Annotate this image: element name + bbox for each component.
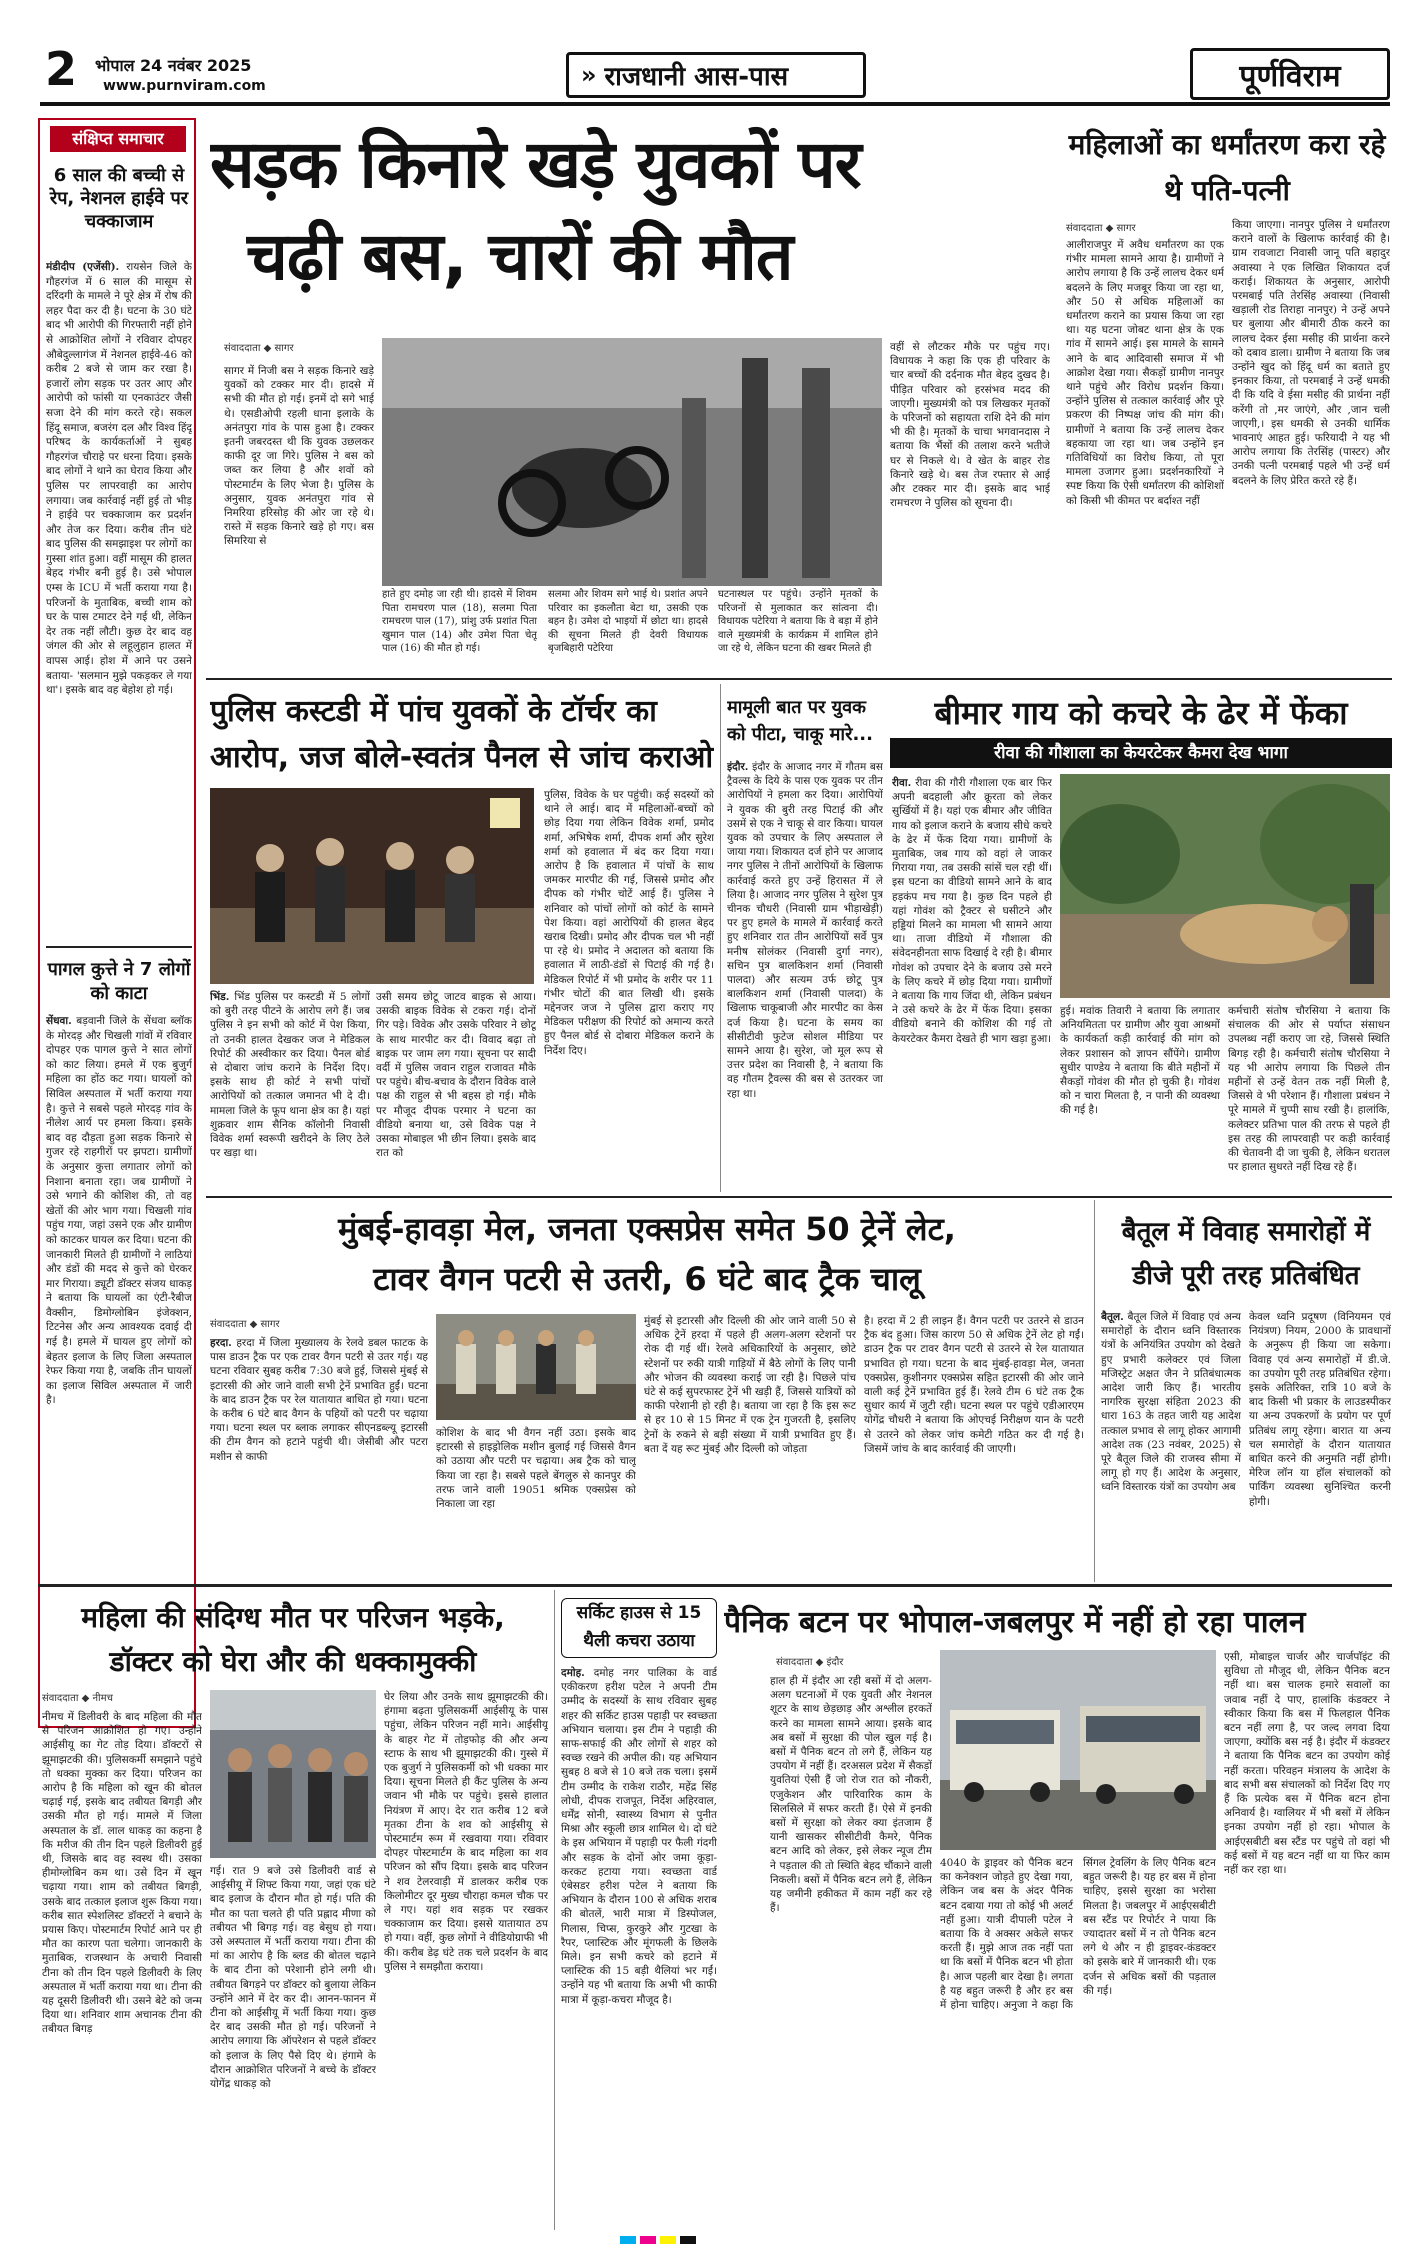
woman-col3: घेर लिया और उनके साथ झूमाझटकी की। हंगामा बढ़ता पुलिसकर्मी आईसीयू के पास पहुंचा, लेकिन परिजन नहीं माने। आईसीयू के बाहर गेट में तोड़फोड़ की और अन्य स्टाफ के साथ भी झूमाझटकी की। गुस्से में एक बुजुर्ग ने पुलिसकर्मी को भी धक्का मार दिया। सूचना मिलते ही कैंट पुलिस के अन्य जवान भी मौके पर पहुंचे। इससे हालात नियंत्रण में आए। देर रात करीब 12 बजे मृतका टीना के शव को आईसीयू से पोस्टमार्टम रूम में रखवाया गया। रविवार दोपहर पोस्टमार्टम के बाद महिला का शव परिजन को सौंप दिया। इसके बाद परिजन ने शव टेलरवाड़ी में डालकर करीब एक किलोमीटर दूर मुख्य चौराहा कमल चौक पर ले गए। यहां शव सड़क पर रखकर चक्काजाम कर दिया। इससे यातायात ठप हो गया। वहीं, कुछ लोगों ने वीडियोग्राफी भी की। करीब डेढ़ घंटे तक चले प्रदर्शन के बाद पुलिस ने समझौता कराया। xyxy=(384,1691,548,1973)
section-title: राजधानी आस-पास xyxy=(604,62,789,92)
trains-byline: संवाददाता ◆ सागर xyxy=(210,1319,280,1330)
dj-dateline: बैतूल. xyxy=(1101,1311,1124,1323)
woman-story xyxy=(38,1590,548,2230)
custody-story xyxy=(206,684,714,1192)
section-banner xyxy=(566,52,866,98)
trains-col4: है। हरदा में 2 ही लाइन हैं। वैगन पटरी पर उतरने से डाउन ट्रैक बंद हुआ। जिस कारण 50 से अधिक ट्रेनें लेट हो गईं। डाउन ट्रैक पर टावर वैगन पटरी से उतरने से रेल यातायात प्रभावित हो गया। घटना के बाद मुंबई-हावड़ा मेल, जनता एक्सप्रेस, कुशीनगर एक्सप्रेस सहित इटारसी की ओर जाने वाली कई ट्रेनें प्रभावित हुई हैं। रेलवे टीम 6 घंटे तक ट्रैक सुधार कार्य में जुटी रही। घटना स्थल पर पहुंचे एडीआरएम योगेंद्र चौधरी ने बताया कि ओएचई निरीक्षण यान के पटरी से उतरने को लेकर जांच कमेटी गठित कर दी गई है। जिसमें जांच के बाद कार्रवाई की जाएगी। xyxy=(864,1315,1084,1455)
cow-garbage-illustration xyxy=(1060,774,1390,998)
trains-dateline: हरदा. xyxy=(210,1337,232,1349)
railway-officials-illustration xyxy=(436,1314,636,1420)
custody-col3: पुलिस, विवेक के घर पहुंची। कई सदस्यों को थाने ले आई। बाद में महिलाओं-बच्चों को छोड़ दिया गया लेकिन विवेक शर्मा, प्रमोद शर्मा, अभिषेक शर्मा, दीपक शर्मा और सुरेश शर्मा को हवालात में बंद कर दिया गया। आरोप है कि हवालात में पांचों के साथ जमकर मारपीट की गई, जिससे प्रमोद और दीपक को गंभीर चोटें आई हैं। पुलिस ने शनिवार को पांचों लोगों को कोर्ट के सामने पेश किया। वहां आरोपियों की हालत बेहद खराब दिखी। प्रमोद और दीपक चल भी नहीं पा रहे थे। प्रमोद ने अदालत को बताया कि हवालात में लाठी-डंडों से पिटाई की गई है। मेडिकल रिपोर्ट में भी प्रमोद के शरीर पर 11 गंभीर चोटों की बात लिखी थी। इसके मद्देनजर जज ने पुलिस द्वारा कराए गए मेडिकल परीक्षण की रिपोर्ट को अमान्य करते हुए पैनल बोर्ड से दोबारा मेडिकल कराने के निर्देश दिए। xyxy=(544,789,714,1057)
sidebar-story2-dateline: सेंधवा. xyxy=(46,1015,72,1027)
header-rule xyxy=(40,102,1390,106)
trains-headline-2: टावर वैगन पटरी से उतरी, 6 घंटे बाद ट्रैक चालू xyxy=(373,1260,921,1298)
conversion-story xyxy=(1062,118,1392,673)
panic-byline: संवाददाता ◆ इंदौर xyxy=(776,1657,844,1668)
page-header xyxy=(0,0,1417,108)
byline-place: इंदौर xyxy=(826,1657,844,1668)
custody-col1-text: भिंड पुलिस पर कस्टडी में 5 लोगों को बुरी तरह पीटने के आरोप लगे हैं। जब पुलिस ने इन सभी को कोर्ट में पेश किया, तो उनकी हालत देखकर जज ने मेडिकल रिपोर्ट की अस्वीकार कर दिया। पैनल बोर्ड से दोबारा जांच कराने के निर्देश दिए। इसके साथ ही कोर्ट ने सभी पांचों आरोपियों को तत्काल जमानत भी दे दी। मामला जिले के फूप थाना क्षेत्र का है। यहां शुक्रवार शाम सैनिक कॉलोनी निवासी विवेक शर्मा स्वरूपी खरीदने के लिए ठेले पर खड़ा था। xyxy=(210,991,370,1160)
custody-headline-2: आरोप, जज बोले-स्वतंत्र पैनल से जांच कराओ xyxy=(210,740,714,775)
knife-headline: मामूली बात पर युवक को पीटा, चाकू मारे... xyxy=(727,697,873,745)
row-divider-3 xyxy=(38,1584,1392,1587)
woman-headline-2: डॉक्टर को घेरा और की धक्कामुक्की xyxy=(109,1645,477,1678)
byline-text: संवाददाता xyxy=(210,1319,247,1330)
row-divider-2 xyxy=(206,1196,1392,1198)
byline-text: संवाददाता xyxy=(42,1693,79,1704)
row-divider-1 xyxy=(206,678,1392,680)
bus-col1: सागर में निजी बस ने सड़क किनारे खड़े युवकों को टक्कर मार दी। हादसे में सभी की मौत हो गई। इनमें दो सगे भाई थे। एसडीओपी रहली धाना इलाके के अनंतपुरा गांव के पास हुआ है। टक्कर इतनी जबरदस्त थी कि युवक उछलकर काफी दूर जा गिरे। पुलिस ने बस को जब्त कर लिया है और शवों को पोस्टमार्टम के लिए भेजा है। पुलिस के अनुसार, युवक अनंतपुरा गांव से निमरिया हरिसोड़ की ओर जा रहे थे। रास्ते में सड़क किनारे खड़े हो गए। बस सिमरिया से xyxy=(224,365,374,548)
woman-photo xyxy=(210,1690,376,1858)
cow-col1 xyxy=(892,776,1052,1190)
knife-story xyxy=(720,684,884,1192)
cow-headline: बीमार गाय को कचरे के ढेर में फेंका xyxy=(934,694,1348,732)
knife-dateline: इंदौर. xyxy=(727,761,749,773)
panic-story xyxy=(724,1590,1392,2230)
panic-col3: एसी, मोबाइल चार्जर और चार्जपाॅइंट की सुविधा तो मौजूद थी, लेकिन पैनिक बटन नहीं था। बस चालक हमारे सवालों का जवाब नहीं दे पाए, हालांकि कंडक्टर ने स्वीकार किया कि बस में फिलहाल पैनिक बटन नहीं लगा है, पर जल्द लगवा दिया जाएगा, क्योंकि बस नई है। इंदौर में कंडक्टर ने बताया कि पैनिक बटन का उपयोग कोई नहीं करता। परिवहन मंत्रालय के आदेश के बाद सभी बस संचालकों को निर्देश दिए गए हैं कि प्रत्येक बस में पैनिक बटन होना अनिवार्य है। ग्वालियर में भी बसों में लेकिन इनका उपयोग नहीं हो रहा। भोपाल के आईएसबीटी बस स्टैंड पर पहुंचे तो वहां भी कई बसों में यह बटन नहीं था या फिर काम नहीं कर रहा था। xyxy=(1224,1651,1390,1877)
circuit-headline: सर्किट हाउस से 15 थैली कचरा उठाया xyxy=(561,1598,717,1658)
conversion-headline: महिलाओं का धर्मांतरण करा रहे थे पति-पत्नी xyxy=(1068,128,1386,207)
reg-cyan xyxy=(620,2236,636,2244)
chevron-right-icon: » xyxy=(581,61,597,89)
cow-photo xyxy=(1060,774,1390,998)
bus-caption-2: घटनास्थल पर पहुंचे। उन्होंने मृतकों के परिजनों से मुलाकात कर सांत्वना दी। विधायक पटेरिया ने बताया कि वे बड़ा में होने वाले मुख्यमंत्री के कार्यक्रम में शामिल होने जा रहे थे, लेकिन घटना की खबर मिलते ही xyxy=(718,589,878,654)
byline-place: सागर xyxy=(1116,223,1136,234)
dj-headline: बैतूल में विवाह समारोहों में डीजे पूरी तरह प्रतिबंधित xyxy=(1121,1217,1371,1291)
sidebar-story1-headline: 6 साल की बच्ची से रेप, नेशनल हाईवे पर चक्काजाम xyxy=(49,165,189,232)
cow-subhead: रीवा की गौशाला का केयरटेकर कैमरा देख भागा xyxy=(890,738,1392,768)
trains-photo xyxy=(436,1314,636,1420)
custody-dateline: भिंड. xyxy=(210,991,230,1003)
circuit-text: दमोह नगर पालिका के वार्ड एकीकरण हरीश पटेल ने अपनी टीम उम्मीद के सदस्यों के साथ रविवार सुबह शहर की सर्किट हाउस पहाड़ी पर स्वच्छता अभियान चलाया। इस टीम ने पहाड़ी की साफ-सफाई की और लोगों से शहर को स्वच्छ रखने की अपील की। यह अभियान सुबह 8 बजे से 10 बजे तक चला। इसमें टीम उम्मीद के राकेश राठौर, महेंद्र सिंह लोधी, दीपक राजपूत, निर्देश अहिरवाल, धर्मेंद्र सोनी, स्वास्थ्य विभाग से पुनीत मिश्रा और स्कूली छात्र शामिल थे। दो घंटे के इस अभियान में पहाड़ी पर फैली गंदगी और सड़क के दोनों ओर जमा कूड़ा-करकट हटाया गया। स्वच्छता वार्ड एंबेसडर हरीश पटेल ने बताया कि अभियान के दौरान 100 से अधिक शराब की बोतलें, भारी मात्रा में डिस्पोजल, गिलास, चिप्स, कुरकुरे और गुटखा के रैपर, प्लास्टिक और मूंगफली के छिलके मिले। इन सभी कचरे को हटाने में प्लास्टिक की 15 बड़ी थैलियां भर गईं। उन्होंने यह भी बताया कि अभी भी काफी मात्रा में कूड़ा-कचरा मौजूद है। xyxy=(561,1667,717,2006)
panic-col1: हाल ही में इंदौर आ रही बसों में दो अलग-अलग घटनाओं में एक युवती और नेशनल शूटर के साथ छेड़छाड़ और अश्लील हरकतें करने का मामला सामने आया। इसके बाद अब बसों में सुरक्षा की पोल खुल गई है। बसों में पैनिक बटन तो लगे हैं, लेकिन यह उपयोग में नहीं हैं। दरअसल प्रदेश में सैकड़ों युवतियां ऐसी हैं जो रोज रात को नौकरी, एजुकेशन और पारिवारिक काम के सिलसिले में सफर करती हैं। ऐसे में इनकी बसों में सुरक्षा को लेकर क्या इंतजाम हैं यानी खासकर सीसीटीवी कैमरे, पैनिक बटन आदि को लेकर, इसे लेकर न्यूज टीम ने पड़ताल की तो स्थिति बेहद चौंकाने वाली निकली। बसों में पैनिक बटन लगे हैं, लेकिन यह जमीनी हकीकत में काम नहीं कर रहे हैं। xyxy=(770,1675,932,1915)
woman-headline-1: महिला की संदिग्ध मौत पर परिजन भड़के, xyxy=(81,1601,505,1634)
circuit-story xyxy=(554,1590,718,2230)
trains-col1-text: हरदा में जिला मुख्यालय के रेलवे डबल फाटक के पास डाउन ट्रैक पर एक टावर वैगन पटरी से उतर गई। यह घटना रविवार सुबह करीब 7:30 बजे हुई, जिससे मुंबई से इटारसी की ओर जाने वाली सभी ट्रेनें प्रभावित हुईं। घटना के बाद डाउन ट्रैक पर रेल यातायात बाधित हो गया। घटना के करीब 6 घंटे बाद वैगन के पहियों को पटरी पर चढ़ाया गया। घटना स्थल पर ब्लाक लगाकर सीएनडब्ल्यू इटारसी की टीम वैगन को हटाने पहुंची थी। जेसीबी और पटरा मशीन से काफी xyxy=(210,1337,428,1463)
woman-col2: गई। रात 9 बजे उसे डिलीवरी वार्ड से आईसीयू में शिफ्ट किया गया, जहां एक घंटे बाद इलाज के दौरान मौत हो गई। पति की मौत का पता चलते ही पति प्रह्लाद मीणा को तबीयत भी बिगड़ गई। वह बेसुध हो गया। उसे अस्पताल में भर्ती कराया गया। टीना की मां का आरोप है कि ब्लड की बोतल चढ़ाने के बाद टीना को परेशानी होने लगी थी। तबीयत बिगड़ने पर डॉक्टर को बुलाया लेकिन उन्होंने आने में देर कर दी। आनन-फानन में टीना को आईसीयू में भर्ती किया गया। कुछ देर बाद उसकी मौत हो गई। परिजनों ने आरोप लगाया कि ऑपरेशन से पहले डॉक्टर को इलाज के लिए पैसे दिए थे। हंगामे के दौरान आक्रोशित परिजनों ने बच्चे के डॉक्टर योगेंद्र धाकड़ को xyxy=(210,1865,376,2091)
bus-headline-2: चढ़ी बस, चारों की मौत xyxy=(246,218,793,295)
cow-dateline: रीवा. xyxy=(892,777,912,789)
knife-text: इंदौर के आजाद नगर में गौतम बस ट्रैवल्स के दिये के पास एक युवक पर तीन आरोपियों ने हमला कर दिया। आरोपियों ने युवक की बुरी तरह पिटाई की और उसमें से एक ने चाकू से वार किया। घायल युवक को उपचार के लिए अस्पताल ले जाया गया। शिकायत दर्ज होने पर आजाद नगर पुलिस ने तीनों आरोपियों के खिलाफ कार्रवाई करते हुए उन्हें हिरासत में ले लिया है। आजाद नगर पुलिस ने सुरेश पुत्र चीनक चौधरी (निवासी ग्राम भीड़ाखेड़ी) पर हुए हमले के मामले में कार्रवाई करते हुए शनिवार रात तीन आरोपियों सर्वे पुत्र मनीष सोलंकर (निवासी दुर्गा नगर), सचिन पुत्र बालकिशन शर्मा (निवासी पालदा) और सत्यम उर्फ छोटू पुत्र बालकिशन शर्मा (निवासी पालदा) के खिलाफ चाकूबाजी और मारपीट का केस दर्ज किया है। घटना के समय का सीसीटीवी फुटेज सोशल मीडिया पर सामने आया है। सुरेश, जो मूल रूप से उत्तर प्रदेश का निवासी है, ने बताया कि वह गौतम ट्रैवल्स की बस से उतरकर जा रहा था। xyxy=(727,761,883,1100)
bus-stand-illustration xyxy=(940,1650,1216,1850)
dj-col1 xyxy=(1101,1310,1241,1580)
masthead-logo: पूर्णविराम xyxy=(1239,58,1341,94)
cow-col2: हुई। मवांक तिवारी ने बताया कि लगातार अनियमितता पर ग्रामीण और युवा आश्रमों के कार्यकर्ता कड़ी कार्रवाई की मांग को लेकर प्रशासन को ज्ञापन सौंपेंगे। ग्रामीण सुधीर पाण्डेय ने बताया कि बीते महीनों में सैकड़ों गोवंश की मौत हो चुकी है। गोवंश को न चारा मिलता है, न पानी की व्यवस्था की गई है। xyxy=(1060,1005,1220,1117)
bus-accident-photo xyxy=(382,338,882,586)
trains-col1 xyxy=(210,1336,428,1580)
wrecked-bike-illustration xyxy=(382,338,882,586)
bus-col3: वहीं से लौटकर मौके पर पहुंच गए। विधायक ने कहा कि एक ही परिवार के चार बच्चों की दर्दनाक मौत बेहद दुखद है। पीड़ित परिवार को हरसंभव मदद की जाएगी। मुख्यमंत्री को पत्र लिखकर मृतकों के परिजनों को सहायता राशि देने की मांग भी की है। मृतकों के चाचा भगवानदास ने बताया कि भैंसों की तलाश करने भतीजे घर से निकले थे। वे खेत के बाहर रोड किनारे खड़े थे। बस तेज रफ्तार से आई और टक्कर मार दी। इसके बाद भाई रामचरण ने पुलिस को सूचना दी। xyxy=(890,341,1050,510)
bus-headline-1: सड़क किनारे खड़े युवकों पर xyxy=(210,126,861,203)
byline-place: नीमच xyxy=(92,1693,113,1704)
sidebar-story1-text: रायसेन जिले के गौहरगंज में 6 साल की मासूम से दरिंदगी के मामले ने पूरे क्षेत्र में रोष की लहर पैदा कर दी है। घटना के 30 घंटे बाद भी आरोपी की गिरफ्तारी नहीं होने से आक्रोशित लोगों ने रविवार दोपहर औबेदुल्लागंज में नेशनल हाईवे-46 को करीब 2 बजे से जाम कर रखा है। हजारों लोग सड़क पर उतर आए और आरोपी को फांसी या एनकाउंटर जैसी सजा देने की मांग करते रहे। सकल हिंदू समाज, बजरंग दल और विश्व हिंदू परिषद के कार्यकर्ताओं ने सुबह गौहरगंज चौराहे पर धरना दिया। इसके बाद लोगों ने थाने का घेराव किया और पुलिस पर लापरवाही का आरोप लगाया। जब कार्रवाई नहीं हुई तो भीड़ ने हाईवे पर चक्काजाम कर प्रदर्शन और तेज कर दिया। करीब तीन घंटे बाद पुलिस की समझाइश पर लोगों का गुस्सा शांत हुआ। वहीं मासूम की हालत बेहद गंभीर बनी हुई है। उसे भोपाल एम्स के ICU में भर्ती कराया गया है। परिजनों के मुताबिक, बच्ची शाम को घर के पास टमाटर देने गई थी, लेकिन देर तक नहीं लौटी। कुछ देर बाद वह जंगल की ओर से लहूलुहान हालत में वापस आई। होश में आने पर उसने बताया- 'सलमान मुझे पकड़कर ले गया था'। इसके बाद वह बेहोश हो गई। xyxy=(46,261,192,697)
cow-col3: कर्मचारी संतोष चौरसिया ने बताया कि संचालक की ओर से पर्याप्त संसाधन उपलब्ध नहीं कराए जा रहे, जिससे स्थिति बिगड़ रही है। कर्मचारी संतोष चौरसिया ने यह भी आरोप लगाया कि पिछले तीन महीनों से उन्हें वेतन तक नहीं मिली है, जिससे वे भी परेशान हैं। गौशाला प्रबंधन ने पूरे मामले में चुप्पी साध रखी है। हालांकि, कलेक्टर प्रतिभा पाल की तरफ से पहले ही इस तरह की लापरवाही पर कड़ी कार्रवाई की चेतावनी दी जा चुकी है, लेकिन धरातल पर हालात सुधरते नहीं दिख रहे हैं। xyxy=(1228,1005,1390,1174)
panic-headline: पैनिक बटन पर भोपाल-जबलपुर में नहीं हो रहा पालन xyxy=(724,1605,1306,1640)
page-number: 2 xyxy=(45,42,78,92)
sidebar-divider xyxy=(46,946,192,948)
trains-story xyxy=(206,1200,1088,1582)
conversion-col1: आलीराजपुर में अवैध धर्मांतरण का एक गंभीर मामला सामने आया है। ग्रामीणों ने आरोप लगाया है कि उन्हें लालच देकर धर्म बदलने के लिए मजबूर किया जा रहा था, और 50 से अधिक महिलाओं का धर्मांतरण कराने का प्रयास किया जा रहा था। यह घटना जोबट थाना क्षेत्र के एक गांव में सामने आई। इस मामले के सामने आने के बाद आदिवासी समाज में भी आक्रोश देखा गया। सैकड़ों ग्रामीण नानपुर थाने पहुंचे और विरोध प्रदर्शन किया। उन्होंने पुलिस से तत्काल कार्रवाई और पूरे प्रकरण की निष्पक्ष जांच की मांग की। ग्रामीणों ने बताया कि उन्हें लालच देकर बहकाया जा रहा था। जब उन्होंने इन गतिविधियों का विरोध किया, तो पूरा मामला उजागर हुआ। प्रदर्शनकारियों ने स्पष्ट किया कि ऐसी धर्मांतरण की कोशिशों को किसी भी कीमत पर बर्दाश्त नहीं xyxy=(1066,239,1224,507)
circuit-dateline: दमोह. xyxy=(561,1667,585,1679)
woman-col1: नीमच में डिलीवरी के बाद महिला की मौत से परिजन आक्रोशित हो गए। उन्होंने आईसीयू का गेट तोड़ दिया। डॉक्टरों से झूमाझटकी की। पुलिसकर्मी समझाने पहुंचे तो धक्का मुक्का कर दिया। परिजन का आरोप है कि महिला को खून की बोतल चढ़ाई गई, इसके बाद तबीयत बिगड़ी और उसकी मौत हो गई। मामले में जिला अस्पताल के डॉ. लाल धाकड़ का कहना है कि मरीज की तीन दिन पहले डिलीवरी हुई थी, जिसके बाद वह स्वस्थ थी। उसका हीमोग्लोबिन कम था। उसे दिन में खून चढ़ाया गया। शाम को तबीयत बिगड़ी, उसके बाद तत्काल इलाज शुरू किया गया। करीब सात स्पेशलिस्ट डॉक्टरों ने बचाने के प्रयास किए। पोस्टमार्टम रिपोर्ट आने पर ही मौत का कारण पता चलेगा। जानकारी के मुताबिक, राजस्थान के अचारी निवासी टीना को तीन दिन पहले डिलीवरी के लिए अस्पताल में भर्ती कराया गया था। टीना की यह दूसरी डिलीवरी थी। उसने बेटे को जन्म दिया था। शनिवार शाम अचानक टीना की तबीयत बिगड़ xyxy=(42,1711,202,2036)
reg-magenta xyxy=(640,2236,656,2244)
trains-col2: कोशिश के बाद भी वैगन नहीं उठा। इसके बाद इटारसी से हाइड्रोलिक मशीन बुलाई गई जिससे वैगन को उठाया और पटरी पर चढ़ाया। अब ट्रैक को चालू किया जा रहा है। सबसे पहले बेंगलुरु से कानपुर की तरफ जाने वाली 19051 श्रमिक एक्सप्रेस को निकाला जा रहा xyxy=(436,1427,636,1511)
bus-overlay-text: हाते हुए दमोह जा रही थी। हादसे में शिवम पिता रामचरण पाल (18), सलमा पिता रामचरण पाल (17), प्रांशु उर्फ प्रशांत पिता खुमान पाल (14) और उमेश पिता चेतू पाल (16) की मौत हो गई। xyxy=(382,589,537,654)
bus-story xyxy=(206,118,1054,673)
circuit-body xyxy=(561,1666,717,2228)
byline-place: सागर xyxy=(260,1319,280,1330)
conversion-col2: किया जाएगा। नानपुर पुलिस ने धर्मांतरण कराने वालों के खिलाफ कार्रवाई की है। ग्राम रावजाटा निवासी जानू पति बहादुर अवास्या ने एक लिखित शिकायत दर्ज कराई। शिकायत के अनुसार, आरोपी परमबाई पति तेरसिंह अवास्या (निवासी खड़ाली रोड तिराहा नानपुर) ने उन्हें अपने घर बुलाया और बीमारी ठीक करने का लालच देकर ईसा मसीह की प्रार्थना करने को दबाव डाला। ग्रामीण ने बताया कि जब उन्होंने खुद को हिंदू धर्म का बताते हुए इनकार किया, तो परमबाई ने उन्हें धमकी दी कि यदि वे ईसा मसीह की प्रार्थना नहीं करेंगी तो ,मर जाएंगे, और ,जान चली जाएगी,। इस धमकी से उनकी धार्मिक भावनाएं आहत हुई। फरियादी ने यह भी आरोप लगाया कि तेरसिंह (पास्टर) और उनकी पत्नी परमबाई पहले भी उन्हें धर्म बदलने के लिए प्रेरित करते रहे हैं। xyxy=(1232,219,1390,487)
knife-body xyxy=(727,760,883,1190)
custody-headline-1: पुलिस कस्टडी में पांच युवकों के टॉर्चर का xyxy=(210,694,657,729)
woman-byline: संवाददाता ◆ नीमच xyxy=(42,1693,113,1704)
byline-text: संवाददाता xyxy=(776,1657,813,1668)
dj-col2: केवल ध्वनि प्रदूषण (विनियमन एवं नियंत्रण) नियम, 2000 के प्रावधानों के अनुरूप ही किया जा सकेगा। विवाह एवं अन्य समारोहों में डी.जे. का उपयोग पूरी तरह प्रतिबंधित रहेगा। इसके अतिरिक्त, रात्रि 10 बजे के बाद किसी भी प्रकार के लाउडस्पीकर या अन्य उपकरणों के प्रयोग पर पूर्ण प्रतिबंध लागू रहेगा। बारात या अन्य चल समारोहों के दौरान यातायात बाधित करने की अनुमति नहीं होगी। मेरिज लॉन या हॉल संचालकों को पार्किंग व्यवस्था सुनिश्चित करनी होगी। xyxy=(1249,1311,1391,1508)
cow-story xyxy=(890,684,1392,1192)
sidebar-label: संक्षिप्त समाचार xyxy=(50,126,186,152)
custody-col1 xyxy=(210,990,370,1190)
sidebar-column xyxy=(38,118,196,1728)
conversion-byline: संवाददाता ◆ सागर xyxy=(1066,223,1136,234)
reg-black xyxy=(680,2236,696,2244)
bus-byline: संवाददाता ◆ सागर xyxy=(224,343,294,354)
cow-col1-text: रीवा की गौरी गौशाला एक बार फिर अपनी बदहाली और क्रूरता को लेकर सुर्खियों में है। यहां एक बीमार और जीवित गाय को इलाज कराने के बजाय सीधे कचरे के ढेर में फेंक दिया गया। ग्रामीणों के मुताबिक, जब गाय को वहां ले जाकर गिराया गया, तब उसकी सांसें चल रही थीं। इस घटना का वीडियो सामने आने के बाद हड़कंप मच गया है। कुछ दिन पहले ही यहां गोवंश को ट्रैक्टर से घसीटने और हड्डियां मिलने का मामला भी सामने आया था। ताजा वीडियो में गौशाला की संवेदनहीनता साफ दिखाई दे रही है। बीमार गोवंश को उपचार देने के बजाय उसे मरने के लिए कचरे में छोड़ दिया गया। ग्रामीणों ने बताया कि गाय जिंदा थी, लेकिन प्रबंधन ने उसे कचरे के ढेर में फेंक दिया। इसका वीडियो बनाने की कोशिश की गई तो केयरटेकर कैमरा देखते ही भाग खड़ा हुआ। xyxy=(892,777,1052,1045)
crowd-night-illustration xyxy=(210,788,534,984)
hospital-crowd-illustration xyxy=(210,1690,376,1858)
sidebar-story1-body xyxy=(46,260,192,938)
masthead xyxy=(1190,48,1390,100)
byline-text: संवाददाता xyxy=(224,343,261,354)
bus-caption-1: सलमा और शिवम सगे भाई थे। प्रशांत अपने परिवार का इकलौता बेटा था, उसकी एक बहन है। उमेश दो भाइयों में छोटा था। हादसे की सूचना मिलते ही देवरी विधायक बृजबिहारी पटेरिया xyxy=(548,589,708,654)
reg-yellow xyxy=(660,2236,676,2244)
website[interactable]: www.purnviram.com xyxy=(103,78,266,94)
dateline: भोपाल 24 नवंबर 2025 xyxy=(95,56,252,74)
panic-col2: 4040 के ड्राइवर को पैनिक बटन का कनेक्शन जोड़ते हुए देखा गया, लेकिन जब बस के अंदर पैनिक बटन दबाया गया तो कोई भी अलर्ट नहीं हुआ। यात्री दीपाली पटेल ने बताया कि वे अक्सर अकेले सफर करती हैं। मुझे आज तक नहीं पता था कि बसों में पैनिक बटन भी होता है। आज पहली बार देखा है। लगता है यह बहुत जरूरी है और हर बस में होना चाहिए। अनुजा ने कहा कि सिंगल ट्रेवलिंग के लिए पैनिक बटन बहुत जरूरी है। यह हर बस में होना चाहिए, इससे सुरक्षा का भरोसा मिलता है। जबलपुर में आईएसबीटी बस स्टैंड पर रिपोर्टर ने पाया कि ज्यादातर बसों में न तो पैनिक बटन लगे थे और न ही ड्राइवर-कंडक्टर को इसके बारे में जानकारी थी। एक दर्जन से अधिक बसों की पड़ताल की गई। xyxy=(940,1857,1216,2012)
registration-marks xyxy=(620,2236,800,2246)
dj-story xyxy=(1094,1200,1392,1582)
byline-text: संवाददाता xyxy=(1066,223,1103,234)
dj-col1-text: बैतूल जिले में विवाह एवं अन्य समारोहों के दौरान ध्वनि विस्तारक यंत्रों के अनियंत्रित उपयोग को देखते हुए प्रभारी कलेक्टर एवं जिला मजिस्ट्रेट अक्षत जैन ने प्रतिबंधात्मक आदेश जारी किए हैं। भारतीय नागरिक सुरक्षा संहिता 2023 की धारा 163 के तहत जारी यह आदेश तत्काल प्रभाव से लागू होकर आगामी आदेश तक (23 नवंबर, 2025) से पूरे बैतूल जिले की राजस्व सीमा में लागू हो गए हैं। आदेश के अनुसार, ध्वनि विस्तारक यंत्रों का उपयोग अब xyxy=(1101,1311,1241,1494)
sidebar-story2-headline: पागल कुत्ते ने 7 लोगों को काटा xyxy=(47,959,191,1004)
trains-col3: मुंबई से इटारसी और दिल्ली की ओर जाने वाली 50 से अधिक ट्रेनें हरदा में पहले ही अलग-अलग स्टेशनों पर रोक दी गई थीं। रेलवे अधिकारियों के अनुसार, छोटे स्टेशनों पर रुकी यात्री गाड़ियों में बैठे लोगों के लिए पानी और भोजन की व्यवस्था कराई जा रही है। पिछले पांच घंटे से कई सुपरफास्ट ट्रेनें भी खड़ी हैं, जिससे यात्रियों को काफी परेशानी हो रही है। बताया जा रहा है कि इस रूट से हर 10 से 15 मिनट में एक ट्रेन गुजरती है, इसलिए ट्रेनों के रुकने से बड़ी संख्या में यात्री प्रभावित हुए हैं। बता दें यह रूट मुंबई और दिल्ली को जोड़ता xyxy=(644,1315,856,1455)
custody-photo xyxy=(210,788,534,984)
sidebar-story2-text: बड़वानी जिले के सेंधवा ब्लॉक के मोरदड़ और चिखली गांवों में रविवार दोपहर एक पागल कुत्ते ने सात लोगों को काट लिया। हमले में एक बुजुर्ग महिला का होंठ कट गया। घायलों को सिविल अस्पताल में भर्ती कराया गया है। कुत्ते ने सबसे पहले मोरदड़ गांव के नीलेश आर्य पर हमला किया। इसके बाद वह दौड़ता हुआ सड़क किनारे से गुजर रहे राहगीरों पर झपटा। ग्रामीणों के अनुसार कुत्ता लगातार लोगों को निशाना बनाता रहा। जब ग्रामीणों ने उसे भगाने की कोशिश की, तो वह खेतों की ओर भाग गया। चिखली गांव पहुंच गया, जहां उसने एक और ग्रामीण को काटकर घायल कर दिया। घटना की जानकारी मिलते ही ग्रामीणों ने लाठियां और डंडों की मदद से कुत्ते को घेरकर मार गिराया। ड्यूटी डॉक्टर संजय धाकड़ ने बताया कि घायलों का एंटी-रैबीज वैक्सीन, डिमोग्लोबिन इंजेक्शन, टिटनेस और अन्य आवश्यक दवाई दी गई है। हमले में घायल हुए लोगों को बेहतर इलाज के लिए जिला अस्पताल रेफर किया गया है, जबकि तीन घायलों का इलाज सिविल अस्पताल में जारी है। xyxy=(46,1015,192,1407)
panic-photo xyxy=(940,1650,1216,1850)
trains-headline-1: मुंबई-हावड़ा मेल, जनता एक्सप्रेस समेत 50 ट्रेनें लेट, xyxy=(338,1210,956,1248)
sidebar-story1-dateline: मंडीदीप (एजेंसी). xyxy=(46,261,120,273)
custody-col2: उसी समय छोटू जाटव बाइक से आया। उसकी बाइक विवेक से टकरा गई। दोनों गिर पड़े। विवेक और उसके परिवार ने छोटू के साथ मारपीट कर दी। विवाद बढ़ा तो बाइक पर जाम लग गया। सूचना पर सादी वर्दी में पुलिस जवान राहुल राजावत मौके पर पहुंचे। बीच-बचाव के दौरान विवेक वाले पक्ष की राहुल से भी बहस हो गई। मौके पर मौजूद दीपक परमार ने घटना का वीडियो बनाया था, उसे विवेक पक्ष ने उसका मोबाइल भी छीन लिया। इसके बाद रात को xyxy=(376,991,536,1160)
byline-place: सागर xyxy=(274,343,294,354)
